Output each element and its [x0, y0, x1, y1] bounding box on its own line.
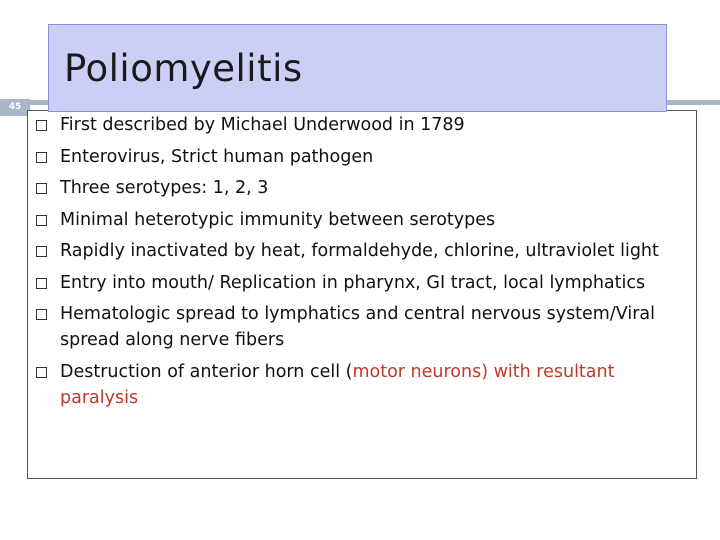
bullet-text: Entry into mouth/ Replication in pharynx, GI tract, local lymphatics — [60, 272, 646, 293]
bullet-list — [36, 112, 686, 416]
bullet-text: Enterovirus, Strict human pathogen — [60, 146, 374, 167]
bullet-text: Minimal heterotypic immunity between serotypes — [60, 209, 496, 230]
bullet-text: Rapidly inactivated by heat, formaldehyde, chlorine, ultraviolet light — [60, 241, 659, 261]
title-box — [48, 24, 667, 112]
slide-number: 45 — [0, 99, 30, 116]
bullet-text — [60, 359, 686, 411]
square-bullet-icon — [36, 152, 47, 163]
bullet-text: First described by Michael Underwood in 1789 — [60, 115, 465, 135]
bullet-item — [36, 270, 686, 296]
bullet-text: Three serotypes: 1, 2, 3 — [60, 178, 269, 198]
bullet-item — [36, 175, 686, 201]
square-bullet-icon — [36, 183, 47, 194]
square-bullet-icon — [36, 215, 47, 226]
bullet-item — [36, 112, 686, 138]
bullet-item — [36, 301, 686, 353]
square-bullet-icon — [36, 309, 47, 320]
bullet-item — [36, 207, 686, 233]
bullet-text-plain: Destruction of anterior horn cell ( — [60, 361, 353, 382]
square-bullet-icon — [36, 120, 47, 131]
square-bullet-icon — [36, 367, 47, 378]
bullet-item — [36, 144, 686, 170]
bullet-item — [36, 238, 686, 264]
slide-title: Poliomyelitis — [64, 47, 303, 90]
bullet-text: Hematologic spread to lymphatics and central nervous system/Viral spread along nerve fibers — [60, 304, 655, 350]
square-bullet-icon — [36, 246, 47, 257]
bullet-item — [36, 359, 686, 411]
square-bullet-icon — [36, 278, 47, 289]
bullet-text-highlight: motor neurons) with resultant paralysis — [60, 361, 615, 408]
